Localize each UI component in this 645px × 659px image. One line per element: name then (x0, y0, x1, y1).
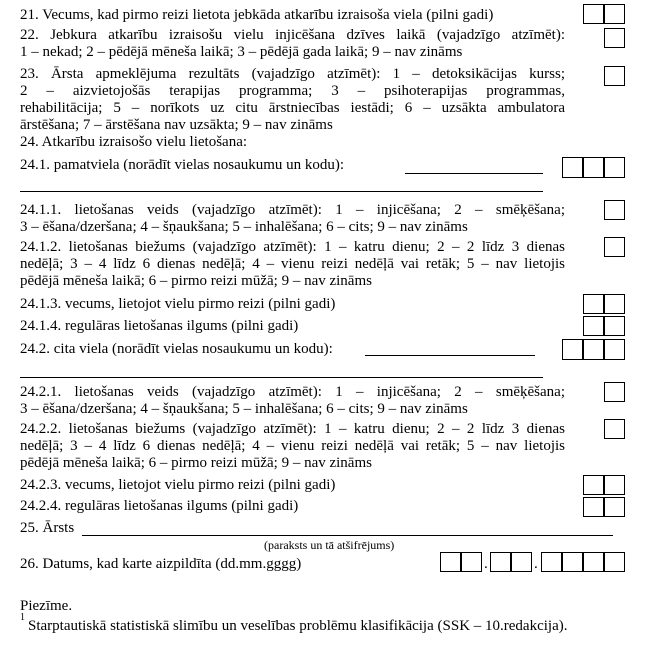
q21-box-1[interactable] (583, 4, 604, 24)
q26-year-box-1[interactable] (541, 552, 562, 572)
q25-label: 25. Ārsts (20, 520, 75, 536)
q25-caption: (paraksts un tā atšifrējums) (264, 538, 395, 552)
q24-2-code-box-2[interactable] (583, 339, 604, 360)
q22-label-line2: 1 – nekad; 2 – pēdējā mēneša laikā; 3 – pēdējā gada laikā; 9 – nav zināms (20, 44, 463, 60)
q26-year-box-4[interactable] (604, 552, 625, 572)
q24-1-4-box-1[interactable] (583, 316, 604, 336)
q24-1-1-label-line1: 24.1.1. lietošanas veids (vajadzīgo atzīmēt): 1 – injicēšana; 2 – smēķēšana; (20, 202, 565, 218)
q24-2-code-box-3[interactable] (604, 339, 625, 360)
q24-2-4-label: 24.2.4. regulāras lietošanas ilgums (pilni gadi) (20, 498, 299, 514)
q24-1-code-box-1[interactable] (562, 157, 583, 178)
q24-2-4-box-2[interactable] (604, 497, 625, 517)
q24-1-3-box-2[interactable] (604, 294, 625, 314)
q24-2-2-box[interactable] (604, 419, 625, 439)
q21-label: 21. Vecums, kad pirmo reizi lietota jebkāda atkarību izraisoša viela (pilni gadi) (20, 7, 494, 23)
q23-label-line4: ārstēšana; 7 – ārstēšana nav uzsākta; 9 – nav zināms (20, 117, 333, 133)
q24-2-4-box-1[interactable] (583, 497, 604, 517)
q24-2-2-label-line1: 24.2.2. lietošanas biežums (vajadzīgo atzīmēt): 1 – katru dienu; 2 – 2 līdz 3 dienas (20, 421, 565, 437)
q24-2-3-label: 24.2.3. vecums, lietojot vielu pirmo reizi (pilni gadi) (20, 477, 336, 493)
q23-label-line1: 23. Ārsta apmeklējuma rezultāts (vajadzīgo atzīmēt): 1 – detoksikācijas kurss; (20, 66, 565, 82)
q26-month-box-2[interactable] (511, 552, 532, 572)
q26-year-box-2[interactable] (562, 552, 583, 572)
q24-1-name-line-2[interactable] (20, 191, 543, 192)
q24-2-2-label-line3: pēdējā mēneša laikā; 6 – pirmo reizi mūžā; 9 – nav zināms (20, 455, 372, 471)
q24-1-2-label-line2: nedēļā; 3 – 4 līdz 6 dienas nedēļā; 4 – vienu reizi nedēļā vai retāk; 5 – nav lietojis (20, 256, 565, 272)
q26-month-box-1[interactable] (490, 552, 511, 572)
q24-1-4-box-2[interactable] (604, 316, 625, 336)
q24-1-name-line[interactable] (405, 173, 543, 174)
q24-2-3-box-2[interactable] (604, 475, 625, 495)
q24-2-1-box[interactable] (604, 382, 625, 402)
q26-year-box-3[interactable] (583, 552, 604, 572)
q24-2-3-box-1[interactable] (583, 475, 604, 495)
q24-1-2-label-line1: 24.1.2. lietošanas biežums (vajadzīgo atzīmēt): 1 – katru dienu; 2 – 2 līdz 3 dienas (20, 239, 565, 255)
q24-2-label: 24.2. cita viela (norādīt vielas nosaukumu un kodu): (20, 341, 333, 357)
q24-2-1-label-line2: 3 – ēšana/dzeršana; 4 – šņaukšana; 5 – inhalēšana; 6 – cits; 9 – nav zināms (20, 401, 468, 417)
footnote-mark: 1 (20, 612, 25, 623)
q26-label: 26. Datums, kad karte aizpildīta (dd.mm.gggg) (20, 556, 302, 572)
note-label: Piezīme. (20, 598, 73, 614)
q24-2-2-label-line2: nedēļā; 3 – 4 līdz 6 dienas nedēļā; 4 – vienu reizi nedēļā vai retāk; 5 – nav lietojis (20, 438, 565, 454)
q24-2-name-line-2[interactable] (20, 377, 543, 378)
q23-label-line2: 2 – aizvietojošās terapijas programma; 3 – psihoterapijas programmas, (20, 83, 565, 99)
q22-label-line1: 22. Jebkura atkarību izraisošu vielu injicēšana dzīves laikā (vajadzīgo atzīmēt): (20, 27, 565, 43)
footnote-text: Starptautiskā statistiskā slimību un veselības problēmu klasifikācija (SSK – 10.redakcija). (28, 618, 568, 634)
q23-label-line3: rehabilitācija; 5 – norīkots uz citu ārstniecības iestādi; 6 – uzsākta ambulatora (20, 100, 565, 116)
q24-1-4-label: 24.1.4. regulāras lietošanas ilgums (pilni gadi) (20, 318, 299, 334)
q26-day-box-1[interactable] (440, 552, 461, 572)
q25-signature-line[interactable] (82, 535, 613, 536)
q24-1-code-box-2[interactable] (583, 157, 604, 178)
q24-1-2-label-line3: pēdējā mēneša laikā; 6 – pirmo reizi mūžā; 9 – nav zināms (20, 273, 372, 289)
q24-1-1-label-line2: 3 – ēšana/dzeršana; 4 – šņaukšana; 5 – inhalēšana; 6 – cits; 9 – nav zināms (20, 219, 468, 235)
q24-2-name-line[interactable] (365, 355, 535, 356)
q26-separator-1: . (484, 556, 488, 572)
q26-separator-2: . (534, 556, 538, 572)
q22-box[interactable] (604, 28, 625, 48)
q24-1-code-box-3[interactable] (604, 157, 625, 178)
q26-day-box-2[interactable] (461, 552, 482, 572)
q24-1-label: 24.1. pamatviela (norādīt vielas nosaukumu un kodu): (20, 157, 345, 173)
q24-1-2-box[interactable] (604, 237, 625, 257)
q24-2-1-label-line1: 24.2.1. lietošanas veids (vajadzīgo atzīmēt): 1 – injicēšana; 2 – smēķēšana; (20, 384, 565, 400)
q24-1-3-box-1[interactable] (583, 294, 604, 314)
q24-2-code-box-1[interactable] (562, 339, 583, 360)
q24-1-1-box[interactable] (604, 200, 625, 220)
q24-heading: 24. Atkarību izraisošo vielu lietošana: (20, 134, 248, 150)
q23-box[interactable] (604, 66, 625, 86)
q24-1-3-label: 24.1.3. vecums, lietojot vielu pirmo reizi (pilni gadi) (20, 296, 336, 312)
q21-box-2[interactable] (604, 4, 625, 24)
